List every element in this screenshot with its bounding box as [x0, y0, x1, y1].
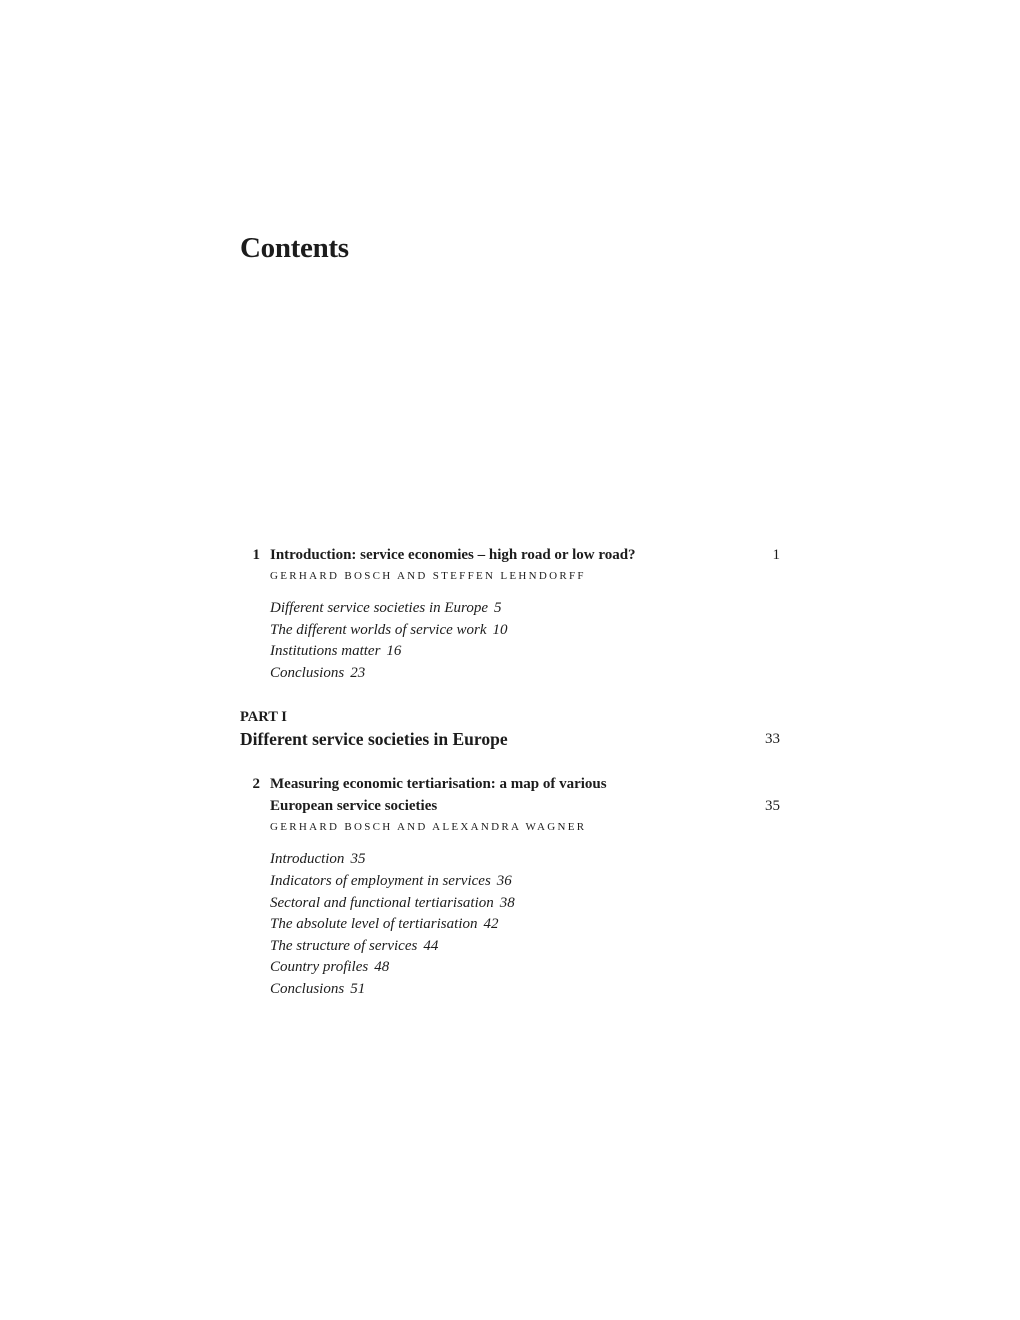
section-page: 36 [496, 872, 512, 889]
chapter-title-line-2: European service societies [270, 798, 438, 815]
list-item[interactable] [270, 979, 780, 1001]
section-title: The absolute level of tertiarisation [270, 916, 478, 933]
section-title: Different service societies in Europe [270, 600, 488, 616]
section-title: Institutions matter [270, 643, 381, 660]
section-page: 44 [423, 937, 439, 954]
chapter-page: 35 [765, 798, 780, 815]
list-item[interactable] [270, 914, 780, 936]
list-item[interactable] [270, 849, 780, 871]
section-title: Country profiles [270, 959, 369, 976]
section-page: 5 [494, 600, 502, 616]
list-item[interactable] [270, 871, 780, 893]
part-heading [240, 727, 780, 753]
section-page: 10 [492, 621, 508, 638]
section-title: Introduction [270, 851, 345, 868]
part-label: PART I [240, 709, 287, 726]
section-title: Sectoral and functional tertiarisation [270, 894, 494, 911]
table-of-contents [240, 544, 780, 1017]
chapter-authors: GERHARD BOSCH AND ALEXANDRA WAGNER [270, 821, 587, 834]
section-page: 16 [386, 643, 402, 660]
chapter-authors: GERHARD BOSCH AND STEFFEN LEHNDORFF [270, 570, 586, 582]
list-item[interactable] [270, 936, 780, 958]
list-item[interactable] [270, 620, 780, 642]
list-item[interactable] [270, 663, 780, 685]
section-title: The different worlds of service work [270, 621, 487, 638]
list-item[interactable] [270, 598, 780, 620]
section-list [270, 849, 780, 1000]
section-title: The structure of services [270, 937, 418, 954]
section-page: 35 [350, 851, 366, 868]
list-item[interactable] [270, 893, 780, 915]
chapter-number: 2 [252, 776, 260, 793]
section-list [270, 598, 780, 684]
chapter-title[interactable]: Introduction: service economies – high road or low road? [270, 547, 636, 563]
section-page: 51 [350, 980, 366, 997]
section-page: 38 [499, 894, 515, 911]
section-page: 48 [374, 959, 390, 976]
list-item[interactable] [270, 641, 780, 663]
part-page: 33 [765, 731, 780, 748]
section-title: Conclusions [270, 664, 345, 681]
section-title: Indicators of employment in services [270, 872, 491, 889]
chapter-number: 1 [252, 547, 260, 563]
section-title: Conclusions [270, 980, 345, 997]
chapter-2 [240, 773, 780, 1000]
list-item[interactable] [270, 957, 780, 979]
page-title: Contents [240, 232, 349, 264]
chapter-page: 1 [772, 547, 780, 563]
part-title[interactable]: Different service societies in Europe [240, 729, 508, 750]
chapter-1 [240, 544, 780, 684]
section-page: 42 [483, 916, 499, 933]
section-page: 23 [350, 664, 366, 681]
chapter-title-line-1: Measuring economic tertiarisation: a map of various [270, 776, 607, 793]
chapter-title[interactable] [270, 773, 720, 817]
